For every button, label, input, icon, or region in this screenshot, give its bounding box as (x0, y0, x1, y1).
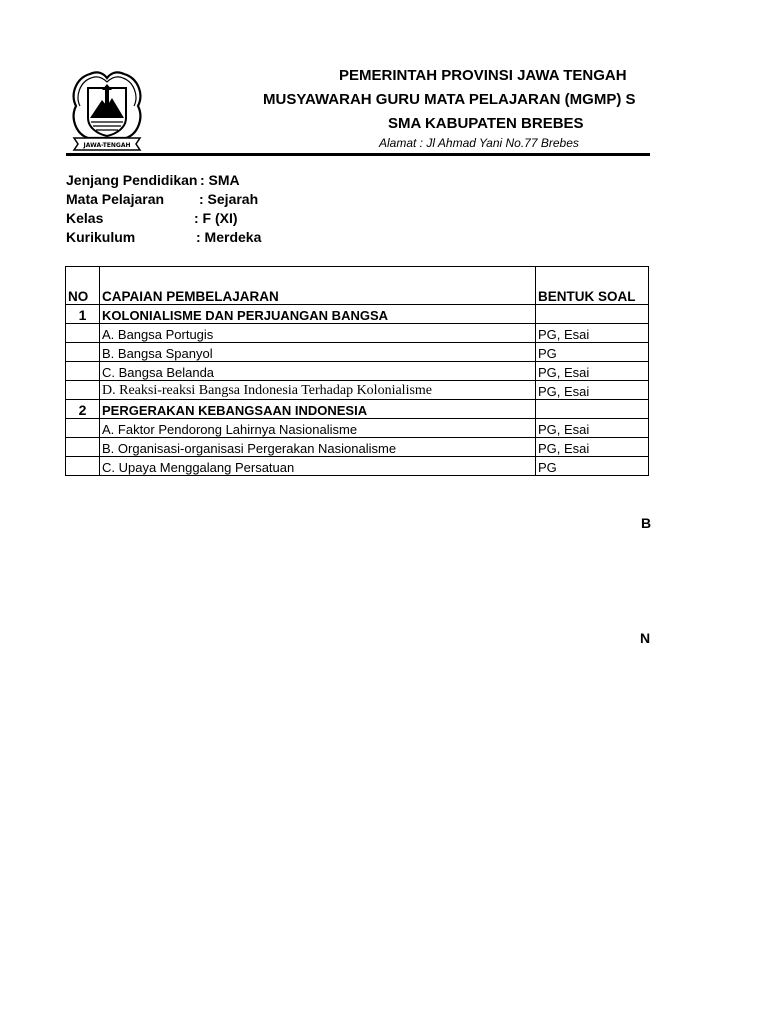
header-capaian: CAPAIAN PEMBELAJARAN (100, 267, 536, 305)
cell-bentuk: PG (536, 457, 649, 476)
cell-capaian: B. Organisasi-organisasi Pergerakan Nasionalisme (100, 438, 536, 457)
header-rule (66, 153, 650, 156)
cell-bentuk: PG, Esai (536, 419, 649, 438)
cell-bentuk: PG (536, 343, 649, 362)
table-row (66, 305, 649, 324)
cut-fragment-b: B (641, 515, 652, 531)
header-line-1: PEMERINTAH PROVINSI JAWA TENGAH (339, 67, 627, 84)
meta-label: Jenjang Pendidikan (66, 172, 198, 188)
cell-capaian: PERGERAKAN KEBANGSAAN INDONESIA (100, 400, 536, 419)
cell-bentuk: PG, Esai (536, 362, 649, 381)
cell-capaian: A. Faktor Pendorong Lahirnya Nasionalisme (100, 419, 536, 438)
cell-no (66, 438, 100, 457)
cell-no (66, 381, 100, 400)
meta-value: : SMA (200, 172, 240, 188)
table-row (66, 438, 649, 457)
cell-bentuk (536, 400, 649, 419)
header-address: Alamat : Jl Ahmad Yani No.77 Brebes (379, 136, 579, 150)
table-row (66, 343, 649, 362)
capaian-table (65, 266, 649, 476)
cell-bentuk: PG, Esai (536, 324, 649, 343)
header-line-3: SMA KABUPATEN BREBES (388, 115, 584, 132)
cell-capaian: KOLONIALISME DAN PERJUANGAN BANGSA (100, 305, 536, 324)
header-no: NO (66, 267, 100, 305)
table-row (66, 419, 649, 438)
cell-bentuk: PG, Esai (536, 381, 649, 400)
table-row (66, 362, 649, 381)
cell-no (66, 324, 100, 343)
table-row (66, 400, 649, 419)
cell-capaian: C. Upaya Menggalang Persatuan (100, 457, 536, 476)
meta-value: : F (XI) (194, 210, 238, 226)
cell-capaian: D. Reaksi-reaksi Bangsa Indonesia Terhadap Kolonialisme (100, 381, 536, 400)
cell-bentuk: PG, Esai (536, 438, 649, 457)
table-row (66, 457, 649, 476)
meta-label: Kurikulum (66, 229, 136, 245)
cell-no (66, 343, 100, 362)
table-header-row (66, 267, 649, 305)
cell-capaian: B. Bangsa Spanyol (100, 343, 536, 362)
cell-capaian: C. Bangsa Belanda (100, 362, 536, 381)
cell-bentuk (536, 305, 649, 324)
cell-no: 2 (66, 400, 100, 419)
cell-no (66, 457, 100, 476)
table-row (66, 381, 649, 400)
cut-fragment-n: N (640, 630, 651, 646)
cell-capaian: A. Bangsa Portugis (100, 324, 536, 343)
meta-label: Kelas (66, 210, 104, 226)
meta-value: : Sejarah (199, 191, 259, 207)
cell-no (66, 419, 100, 438)
logo-ribbon-text: JAWA-TENGAH (83, 142, 131, 149)
cell-no: 1 (66, 305, 100, 324)
header-bentuk-soal: BENTUK SOAL (536, 267, 649, 305)
meta-label: Mata Pelajaran (66, 191, 165, 207)
coat-of-arms-icon (66, 66, 148, 154)
header-line-2: MUSYAWARAH GURU MATA PELAJARAN (MGMP) S (263, 91, 636, 108)
meta-value: : Merdeka (196, 229, 262, 245)
table-row (66, 324, 649, 343)
cell-no (66, 362, 100, 381)
